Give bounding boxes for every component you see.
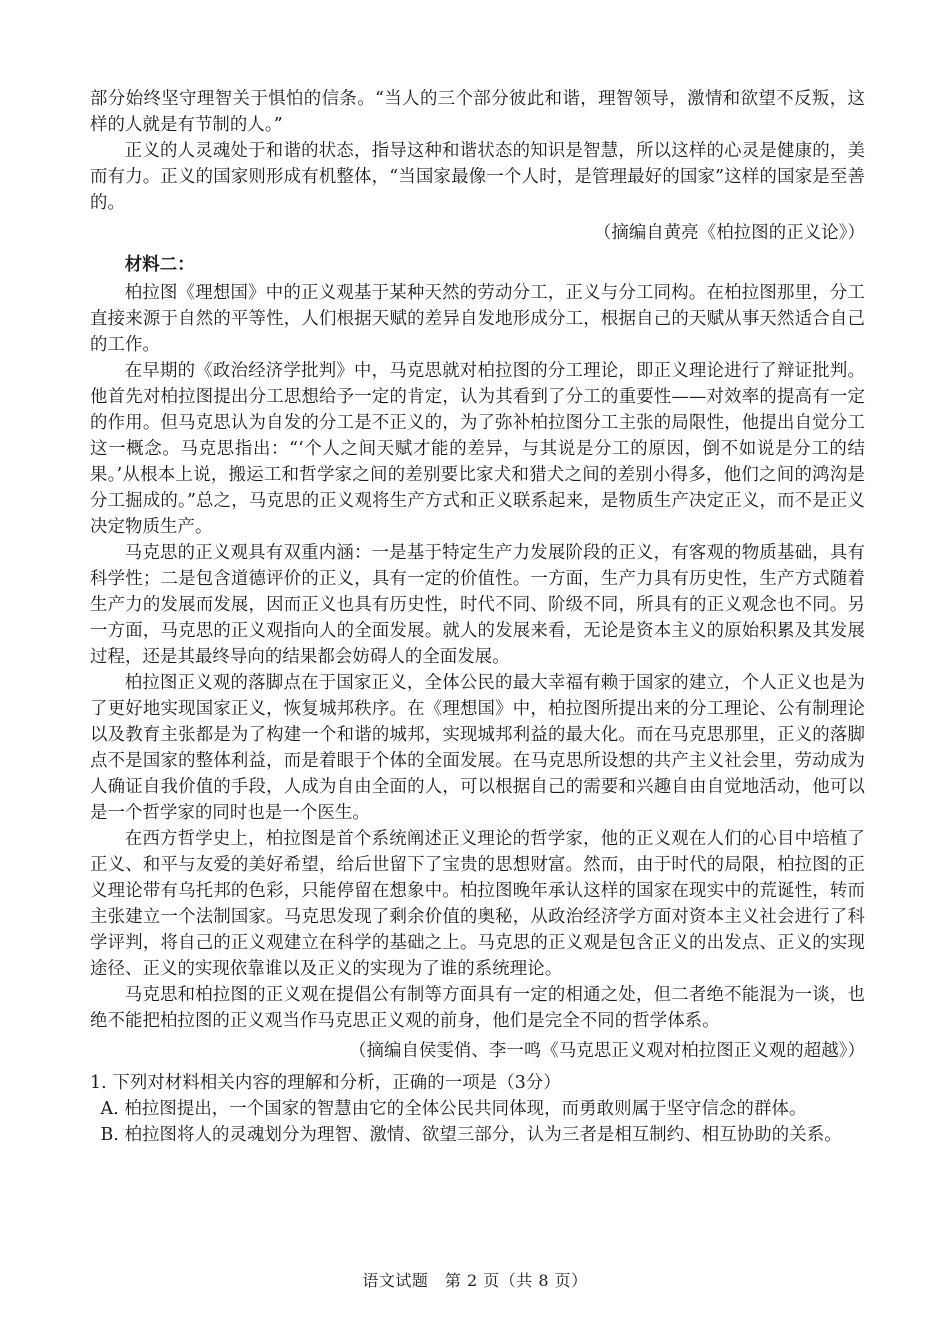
material2-paragraph: 马克思的正义观具有双重内涵：一是基于特定生产力发展阶段的正义，有客观的物质基础，具有科学性；二是包含道德评价的正义，具有一定的价值性。一方面，生产力具有历史性，生产方式随着生产力的发展而发展，因而正义也具有历史性，时代不同、阶级不同，所具有的正义观念也不同。另一方面，马克思的正义观指向人的全面发展。就人的发展来看，无论是资本主义的原始积累及其发展过程，还是其最终导向的结果都会妨碍人的全面发展。 xyxy=(90,543,865,667)
material1-paragraph-continued: 部分始终坚守理智关于惧怕的信条。“当人的三个部分彼此和谐，理智领导，激情和欲望不反叛，这样的人就是有节制的人。” xyxy=(90,89,865,135)
material2-source: （摘编自侯雯俏、李一鸣《马克思正义观对柏拉图正义观的超越》） xyxy=(348,1041,865,1061)
exam-page-body xyxy=(90,86,865,1148)
page-footer: 语文试题 第 2 页（共 8 页） xyxy=(362,1271,588,1290)
material1-source: （摘编自黄亮《柏拉图的正义论》） xyxy=(593,223,865,243)
material2-paragraph: 马克思和柏拉图的正义观在提倡公有制等方面具有一定的相通之处，但二者绝不能混为一谈，也绝不能把柏拉图的正义观当作马克思正义观的前身，他们是完全不同的哲学体系。 xyxy=(90,985,865,1031)
material2-heading: 材料二： xyxy=(124,255,195,275)
material2-paragraph: 柏拉图《理想国》中的正义观基于某种天然的劳动分工，正义与分工同构。在柏拉图那里，分工直接来源于自然的平等性，人们根据天赋的差异自发地形成分工，根据自己的天赋从事天然适合自己的工作。 xyxy=(90,283,865,355)
question-1-option-a: A. 柏拉图提出，一个国家的智慧由它的全体公民共同体现，而勇敢则属于坚守信念的群体。 xyxy=(100,1099,807,1119)
material2-paragraph: 在西方哲学史上，柏拉图是首个系统阐述正义理论的哲学家，他的正义观在人们的心目中培植了正义、和平与友爱的美好希望，给后世留下了宝贵的思想财富。然而，由于时代的局限，柏拉图的正义理论带有乌托邦的色彩，只能停留在想象中。柏拉图晚年承认这样的国家在现实中的荒诞性，转而主张建立一个法制国家。马克思发现了剩余价值的奥秘，从政治经济学方面对资本主义社会进行了科学评判，将自己的正义观建立在科学的基础之上。马克思的正义观是包含正义的出发点、正义的实现途径、正义的实现依靠谁以及正义的实现为了谁的系统理论。 xyxy=(90,829,865,979)
question-1-option-b: B. 柏拉图将人的灵魂划分为理智、激情、欲望三部分，认为三者是相互制约、相互协助的关系。 xyxy=(100,1125,842,1145)
question-1-stem: 1. 下列对材料相关内容的理解和分析，正确的一项是（3分） xyxy=(90,1073,561,1093)
material2-paragraph: 柏拉图正义观的落脚点在于国家正义，全体公民的最大幸福有赖于国家的建立，个人正义也是为了更好地实现国家正义，恢复城邦秩序。在《理想国》中，柏拉图所提出来的分工理论、公有制理论以及教育主张都是为了构建一个和谐的城邦，实现城邦利益的最大化。而在马克思那里，正义的落脚点不是国家的整体利益，而是着眼于个体的全面发展。在马克思所设想的共产主义社会里，劳动成为人确证自我价值的手段，人成为自由全面的人，可以根据自己的需要和兴趣自由自觉地活动，他可以是一个哲学家的同时也是一个医生。 xyxy=(90,673,865,823)
material1-paragraph: 正义的人灵魂处于和谐的状态，指导这种和谐状态的知识是智慧，所以这样的心灵是健康的，美而有力。正义的国家则形成有机整体，“当国家最像一个人时，是管理最好的国家”这样的国家是至善的。 xyxy=(90,141,865,213)
material2-paragraph: 在早期的《政治经济学批判》中，马克思就对柏拉图的分工理论，即正义理论进行了辩证批判。他首先对柏拉图提出分工思想给予一定的肯定，认为其看到了分工的重要性——对效率的提高有一定的作用。但马克思认为自发的分工是不正义的，为了弥补柏拉图分工主张的局限性，他提出自觉分工这一概念。马克思指出：“‘个人之间天赋才能的差异，与其说是分工的原因，倒不如说是分工的结果。’从根本上说，搬运工和哲学家之间的差别要比家犬和猎犬之间的差别小得多，他们之间的鸿沟是分工掘成的。”总之，马克思的正义观将生产方式和正义联系起来，是物质生产决定正义，而不是正义决定物质生产。 xyxy=(90,361,865,537)
